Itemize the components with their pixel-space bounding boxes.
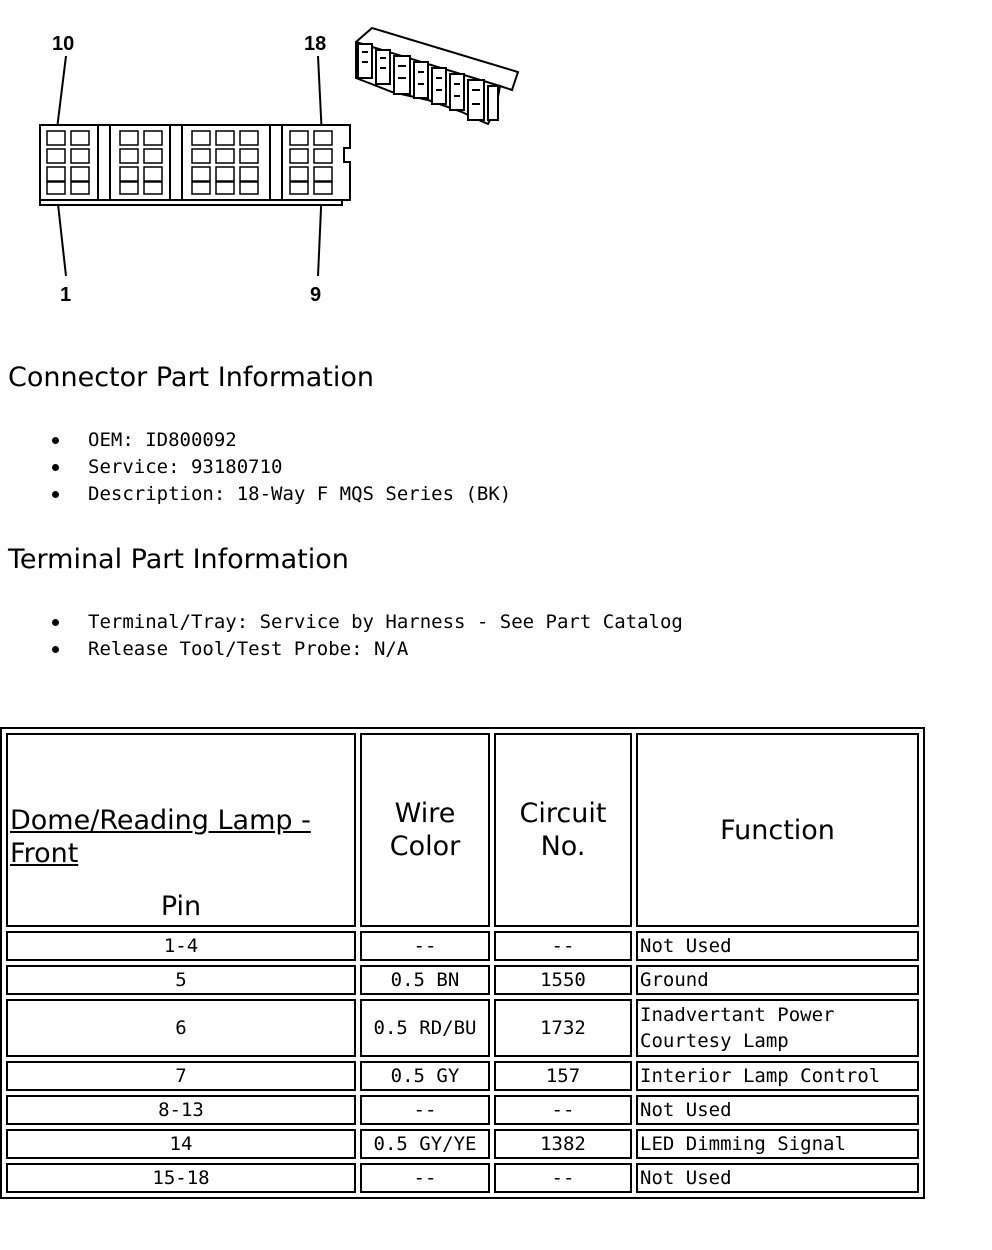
list-item: Release Tool/Test Probe: N/A xyxy=(50,636,683,663)
table-header-row xyxy=(6,733,919,927)
circuit-cell: 1382 xyxy=(494,1129,632,1159)
header-circuit-line1: Circuit xyxy=(519,798,607,829)
wire-color-cell: 0.5 GY xyxy=(360,1061,490,1091)
header-connector-pin xyxy=(6,733,356,927)
pin-cell: 5 xyxy=(6,965,356,995)
header-wire-line2: Color xyxy=(389,831,461,862)
circuit-cell: -- xyxy=(494,1163,632,1193)
connector-diagram xyxy=(0,0,540,320)
function-cell: Not Used xyxy=(636,1163,919,1193)
table-row xyxy=(6,931,919,961)
pin-cell: 6 xyxy=(6,999,356,1057)
pin-label-1: 1 xyxy=(60,284,72,306)
table-row xyxy=(6,999,919,1057)
list-item: Description: 18-Way F MQS Series (BK) xyxy=(50,481,511,508)
wire-color-cell: 0.5 GY/YE xyxy=(360,1129,490,1159)
function-cell: Ground xyxy=(636,965,919,995)
list-item: Service: 93180710 xyxy=(50,454,511,481)
table-row xyxy=(6,1129,919,1159)
list-item: OEM: ID800092 xyxy=(50,427,511,454)
pin-cell: 1-4 xyxy=(6,931,356,961)
header-pin-label: Pin xyxy=(160,891,202,922)
pinout-table xyxy=(0,727,925,1199)
header-wire-color xyxy=(360,733,490,927)
header-circuit-no xyxy=(494,733,632,927)
circuit-cell: -- xyxy=(494,1095,632,1125)
wire-color-cell: -- xyxy=(360,931,490,961)
function-cell xyxy=(636,999,919,1057)
pin-cell: 8-13 xyxy=(6,1095,356,1125)
table-row xyxy=(6,1061,919,1091)
function-line2: Courtesy Lamp xyxy=(640,1030,789,1052)
connector-part-info-heading: Connector Part Information xyxy=(8,362,375,393)
header-wire-line1: Wire xyxy=(394,798,456,829)
wire-color-cell: 0.5 BN xyxy=(360,965,490,995)
function-cell: Not Used xyxy=(636,1095,919,1125)
function-cell: LED Dimming Signal xyxy=(636,1129,919,1159)
circuit-cell: 157 xyxy=(494,1061,632,1091)
connector-part-info-list xyxy=(50,427,511,508)
function-cell: Interior Lamp Control xyxy=(636,1061,919,1091)
connector-isometric-view xyxy=(356,28,518,124)
pin-cell: 15-18 xyxy=(6,1163,356,1193)
table-row xyxy=(6,1095,919,1125)
pin-label-18: 18 xyxy=(304,33,327,55)
wire-color-cell: -- xyxy=(360,1163,490,1193)
terminal-part-info-heading: Terminal Part Information xyxy=(8,544,349,575)
function-cell: Not Used xyxy=(636,931,919,961)
header-function: Function xyxy=(636,733,919,927)
header-circuit-line2: No. xyxy=(540,831,586,862)
terminal-part-info-list xyxy=(50,609,683,663)
wire-color-cell: 0.5 RD/BU xyxy=(360,999,490,1057)
table-row xyxy=(6,965,919,995)
table-row xyxy=(6,1163,919,1193)
pin-label-10: 10 xyxy=(52,33,75,55)
pin-cell: 7 xyxy=(6,1061,356,1091)
wire-color-cell: -- xyxy=(360,1095,490,1125)
connector-name-line1: Dome/Reading Lamp - xyxy=(10,805,311,836)
connector-name-link[interactable] xyxy=(8,804,354,870)
pin-cell: 14 xyxy=(6,1129,356,1159)
list-item: Terminal/Tray: Service by Harness - See Part Catalog xyxy=(50,609,683,636)
pin-label-9: 9 xyxy=(310,284,322,306)
connector-name-line2: Front xyxy=(10,838,79,869)
circuit-cell: -- xyxy=(494,931,632,961)
circuit-cell: 1732 xyxy=(494,999,632,1057)
circuit-cell: 1550 xyxy=(494,965,632,995)
function-line1: Inadvertant Power xyxy=(640,1004,835,1026)
